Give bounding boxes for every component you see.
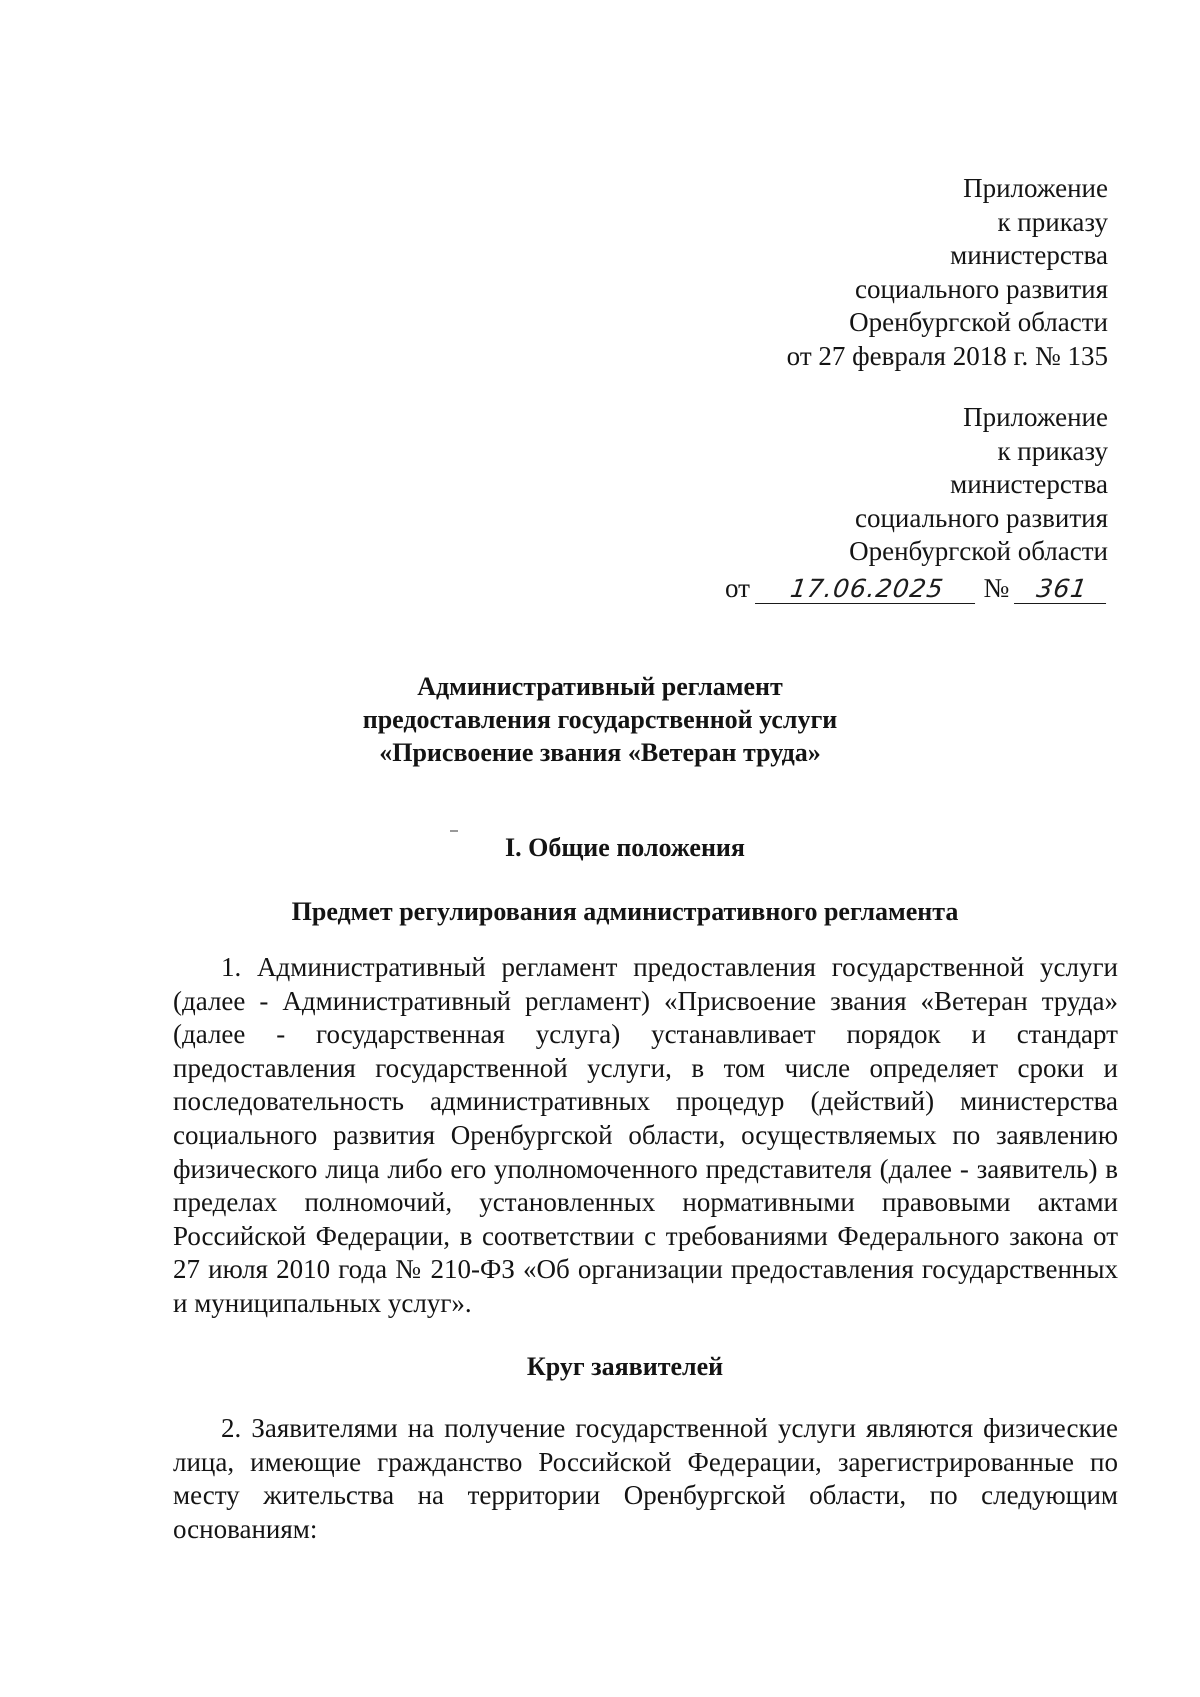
subheading-applicants: Круг заявителей <box>526 1352 724 1381</box>
handwritten-date: 17.06.2025 <box>755 575 979 604</box>
appendix-date-line <box>725 572 1108 606</box>
appendix-line: к приказу <box>997 435 1108 466</box>
handwritten-number: 361 <box>1014 575 1110 604</box>
appendix-previous-order <box>787 172 1108 373</box>
appendix-line: Оренбургской области <box>849 536 1108 566</box>
section-heading: I. Общие положения <box>505 833 745 862</box>
paragraph-2-text: 2. Заявителями на получение государственной услуги являются физические лица, имеющие гражданство Российской Федерации, зарегистрированные по месту жительства на территории Оренбургской области, по следующим основаниям: <box>173 1413 1118 1544</box>
appendix-line: Приложение <box>963 173 1108 203</box>
paragraph-2 <box>173 1412 1118 1546</box>
paragraph-1 <box>173 951 1118 1321</box>
number-prefix: № <box>983 572 1010 603</box>
appendix-line: к приказу <box>997 206 1108 237</box>
appendix-line: Оренбургской области <box>849 307 1108 337</box>
subheading-subject: Предмет регулирования административного регламента <box>291 897 959 926</box>
scan-speck <box>450 830 458 832</box>
appendix-line: министерства <box>950 240 1108 270</box>
title-line-1: Административный регламент <box>417 672 783 701</box>
appendix-line: социального развития <box>854 502 1108 533</box>
document-title <box>0 670 1200 769</box>
appendix-line: Приложение <box>963 402 1108 432</box>
paragraph-1-text: 1. Административный регламент предоставления государственной услуги (далее - Административный регламент) «Присвоение звания «Ветеран труда» (далее - государственная услуга) устанавливает порядок и стандарт предоставления государственной услуги, в том числе определяет сроки и последовательность административных процедур (действий) министерства социального развития Оренбургской области, осуществляемых по заявлению физического лица либо его уполномоченного представителя (далее - заявитель) в пределах полномочий, установленных нормативными правовыми актами Российской Федерации, в соответствии с требованиями Федерального закона от 27 июля 2010 года № 210-ФЗ «Об организации предоставления государственных и муниципальных услуг». <box>173 952 1118 1318</box>
appendix-date-line: от 27 февраля 2018 г. № 135 <box>786 340 1108 371</box>
date-prefix: от <box>725 572 750 603</box>
appendix-current-order <box>725 401 1108 605</box>
title-line-3: «Присвоение звания «Ветеран труда» <box>379 738 821 767</box>
title-line-2: предоставления государственной услуги <box>362 705 838 734</box>
appendix-line: министерства <box>950 469 1108 499</box>
appendix-line: социального развития <box>854 273 1108 304</box>
